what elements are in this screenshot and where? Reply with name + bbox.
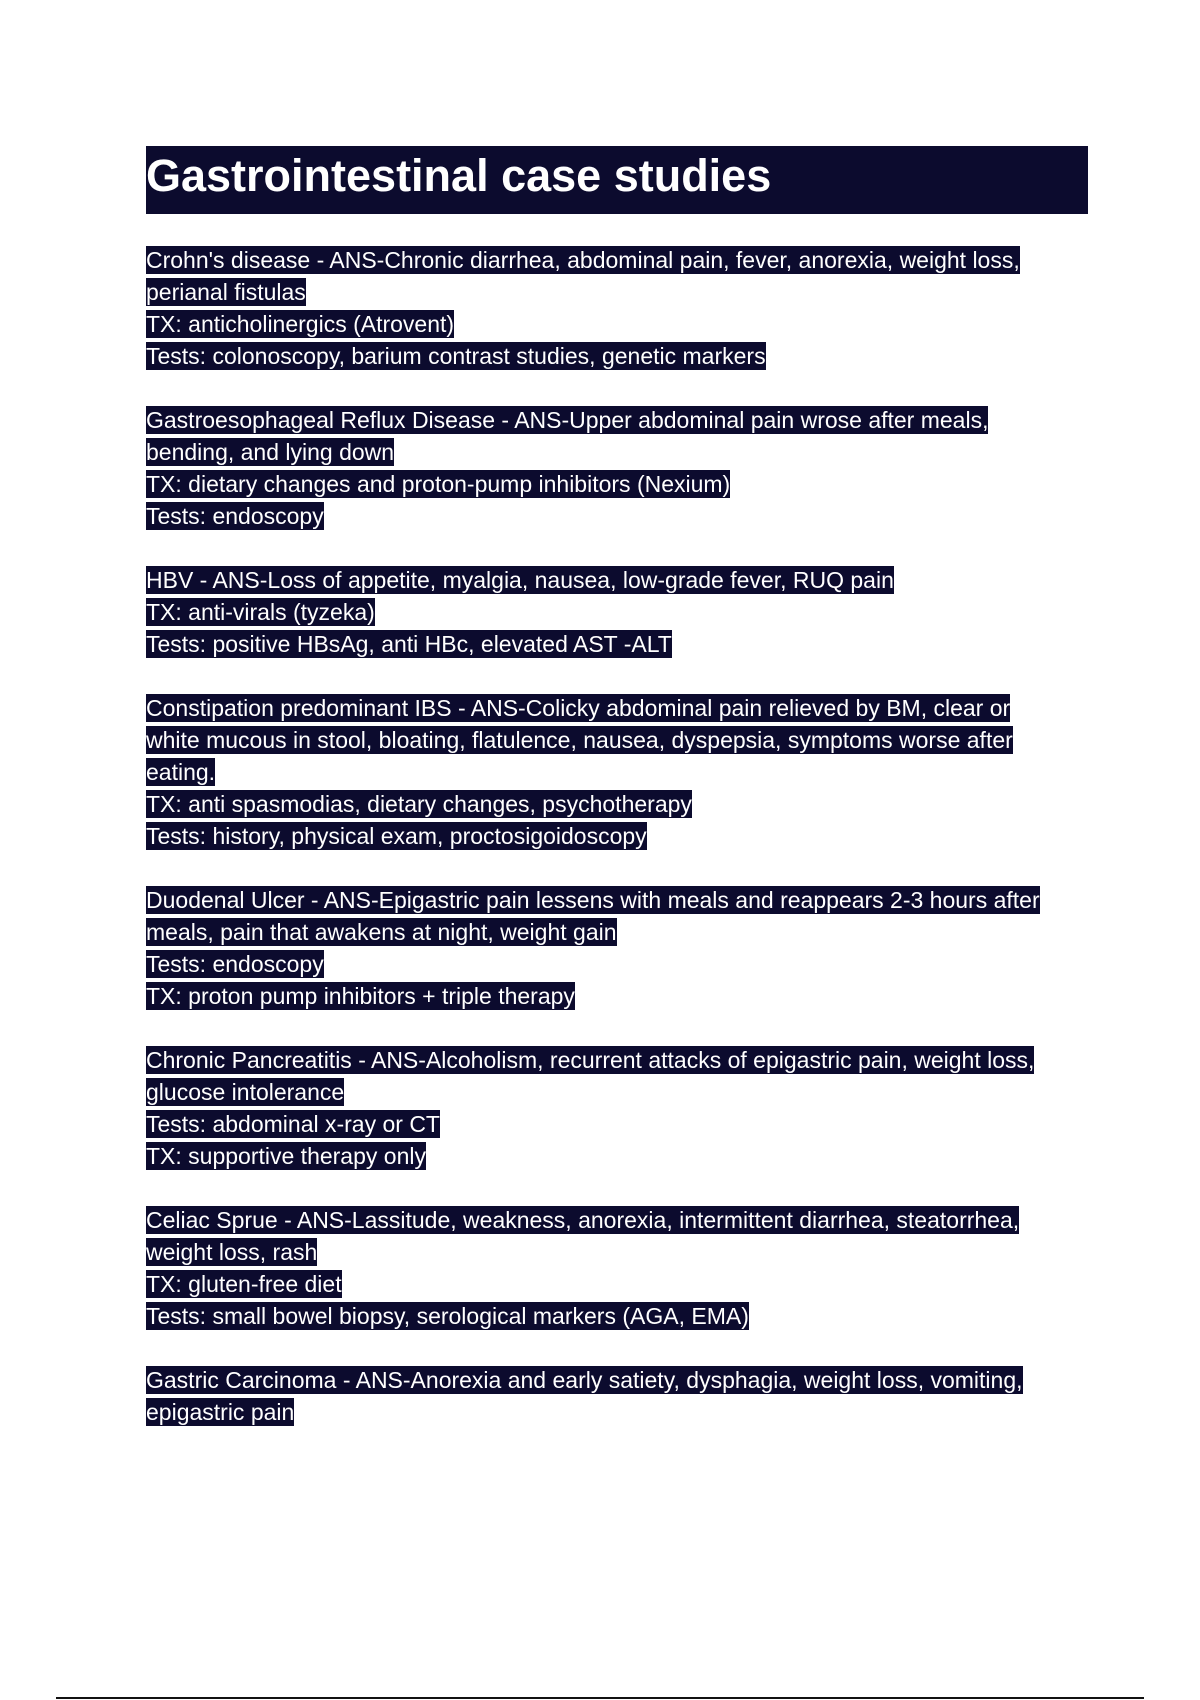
case-line [146,628,1096,660]
highlighted-text: Crohn's disease - ANS-Chronic diarrhea, abdominal pain, fever, anorexia, weight loss, [146,247,1020,273]
highlighted-text: TX: supportive therapy only [146,1143,426,1169]
case-line [146,980,1096,1012]
highlighted-text: TX: gluten-free diet [146,1271,342,1297]
highlighted-text: Tests: history, physical exam, proctosigoidoscopy [146,823,647,849]
case-line [146,468,1096,500]
case-entry-gerd [146,404,1096,532]
case-line [146,404,1096,436]
highlighted-text: bending, and lying down [146,439,395,465]
highlighted-text: HBV - ANS-Loss of appetite, myalgia, nausea, low-grade fever, RUQ pain [146,567,894,593]
case-line [146,1140,1096,1172]
highlighted-text: Chronic Pancreatitis - ANS-Alcoholism, recurrent attacks of epigastric pain, weight loss, [146,1047,1035,1073]
case-line [146,1076,1096,1108]
highlighted-text: Tests: endoscopy [146,951,324,977]
case-entry-ibs [146,692,1096,852]
highlighted-text: TX: anticholinergics (Atrovent) [146,311,455,337]
highlighted-text: Duodenal Ulcer - ANS-Epigastric pain lessens with meals and reappears 2-3 hours after [146,887,1040,913]
case-line [146,756,1096,788]
highlighted-text: meals, pain that awakens at night, weight gain [146,919,617,945]
case-line [146,340,1096,372]
page-bottom-divider [56,1697,1144,1699]
case-line [146,1108,1096,1140]
highlighted-text: weight loss, rash [146,1239,318,1265]
highlighted-text: white mucous in stool, bloating, flatulence, nausea, dyspepsia, symptoms worse after [146,727,1013,753]
case-line [146,1364,1096,1396]
case-line [146,1044,1096,1076]
highlighted-text: eating. [146,759,216,785]
highlighted-text: Tests: endoscopy [146,503,324,529]
case-entry-gastric-carcinoma [146,1364,1096,1428]
case-line [146,276,1096,308]
title-banner [146,146,1088,214]
case-line [146,1236,1096,1268]
case-line [146,948,1096,980]
case-entry-chronic-pancreatitis [146,1044,1096,1172]
case-line [146,1268,1096,1300]
highlighted-text: Tests: small bowel biopsy, serological markers (AGA, EMA) [146,1303,749,1329]
case-line [146,1300,1096,1332]
case-line [146,244,1096,276]
case-line [146,820,1096,852]
highlighted-text: glucose intolerance [146,1079,345,1105]
case-line [146,916,1096,948]
case-line [146,308,1096,340]
case-line [146,1204,1096,1236]
highlighted-text: epigastric pain [146,1399,295,1425]
case-line [146,500,1096,532]
highlighted-text: TX: dietary changes and proton-pump inhibitors (Nexium) [146,471,731,497]
highlighted-text: Constipation predominant IBS - ANS-Colicky abdominal pain relieved by BM, clear or [146,695,1011,721]
highlighted-text: Celiac Sprue - ANS-Lassitude, weakness, anorexia, intermittent diarrhea, steatorrhea, [146,1207,1020,1233]
case-entry-celiac-sprue [146,1204,1096,1332]
highlighted-text: TX: anti-virals (tyzeka) [146,599,375,625]
case-list [146,244,1096,1460]
highlighted-text: Tests: colonoscopy, barium contrast studies, genetic markers [146,343,766,369]
highlighted-text: perianal fistulas [146,279,306,305]
case-line [146,692,1096,724]
document-title: Gastrointestinal case studies [146,150,772,201]
highlighted-text: Tests: abdominal x-ray or CT [146,1111,440,1137]
case-entry-crohns [146,244,1096,372]
case-line [146,884,1096,916]
highlighted-text: Gastroesophageal Reflux Disease - ANS-Upper abdominal pain wrose after meals, [146,407,989,433]
case-entry-hbv [146,564,1096,660]
case-entry-duodenal-ulcer [146,884,1096,1012]
highlighted-text: TX: anti spasmodias, dietary changes, psychotherapy [146,791,692,817]
case-line [146,1396,1096,1428]
highlighted-text: Gastric Carcinoma - ANS-Anorexia and early satiety, dysphagia, weight loss, vomiting, [146,1367,1023,1393]
case-line [146,564,1096,596]
case-line [146,788,1096,820]
case-line [146,596,1096,628]
highlighted-text: TX: proton pump inhibitors + triple therapy [146,983,575,1009]
highlighted-text: Tests: positive HBsAg, anti HBc, elevated AST -ALT [146,631,672,657]
case-line [146,724,1096,756]
case-line [146,436,1096,468]
